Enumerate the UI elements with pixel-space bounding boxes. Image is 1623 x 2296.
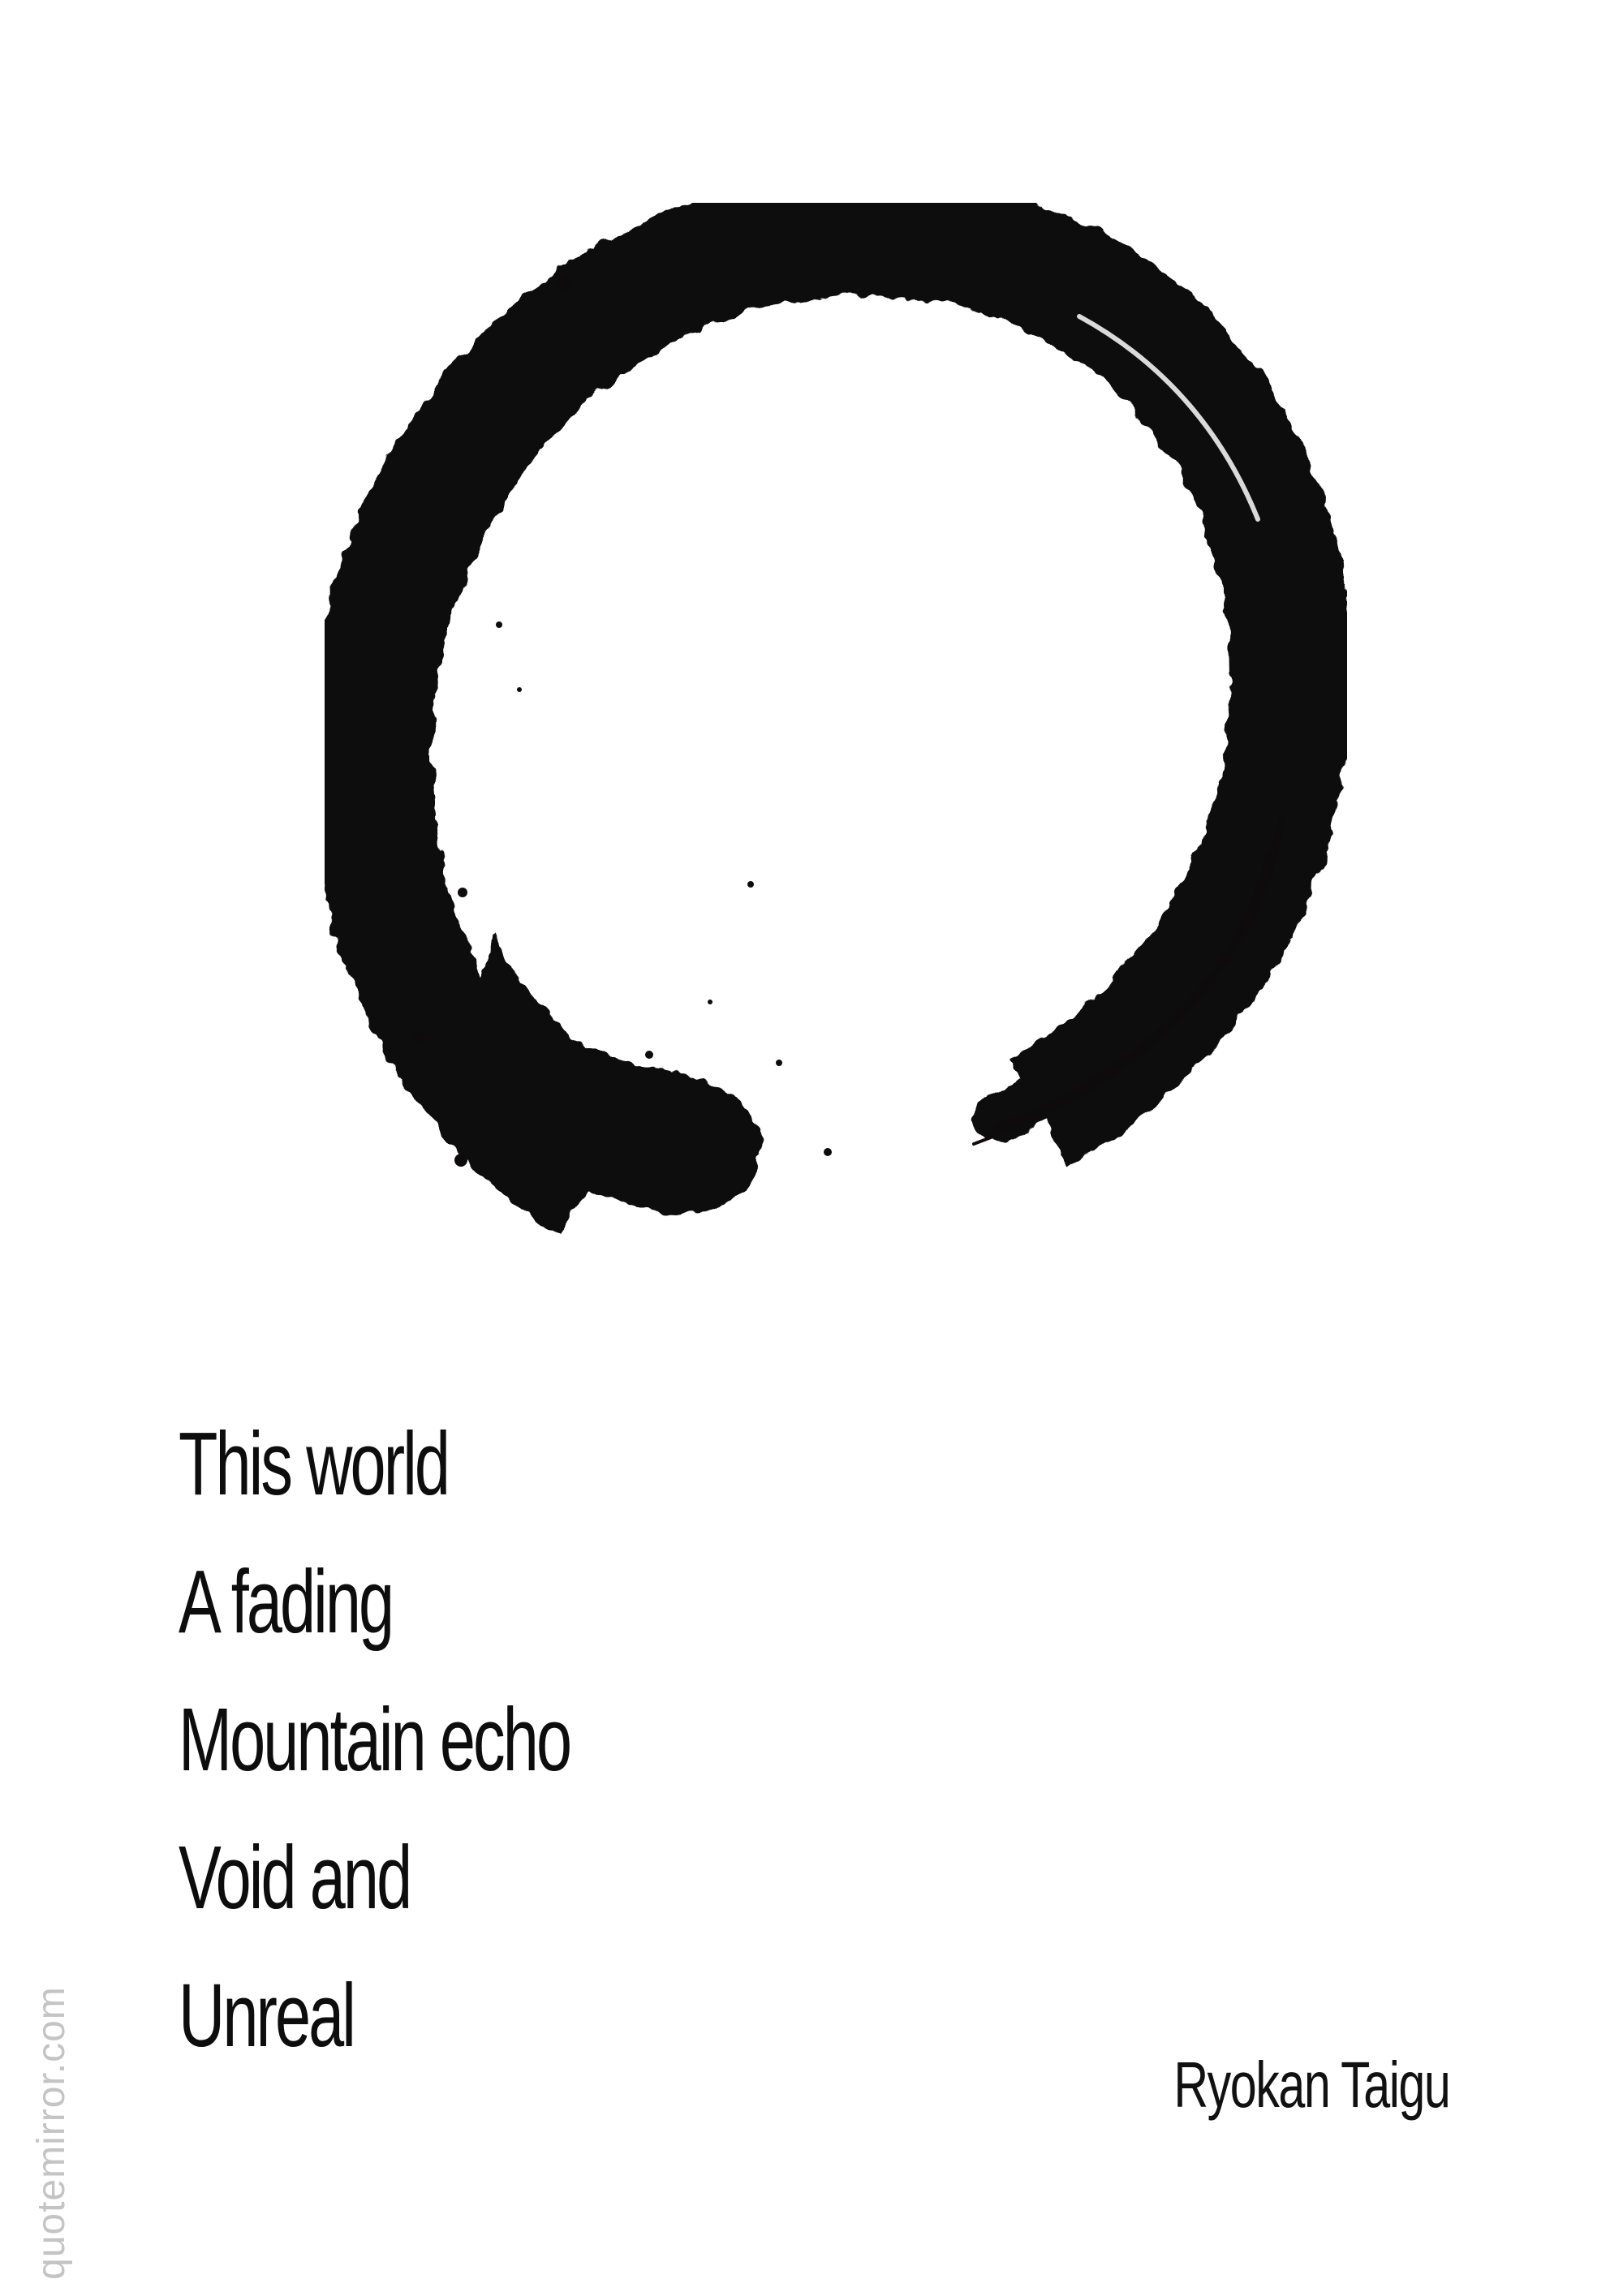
watermark: quotemirror.com [30, 1986, 73, 2280]
quote-line-1: This world [179, 1414, 449, 1514]
quote-block [179, 1395, 722, 2085]
enso-stroke [371, 234, 1290, 1215]
quote-line-3: Mountain echo [179, 1690, 570, 1790]
enso-circle-icon [325, 203, 1347, 1258]
author-name: Ryokan Taigu [1173, 2049, 1449, 2121]
quote-line-4: Void and [179, 1828, 411, 1928]
quote-line-2: A fading [179, 1552, 393, 1652]
quote-line-5: Unreal [179, 1966, 355, 2066]
